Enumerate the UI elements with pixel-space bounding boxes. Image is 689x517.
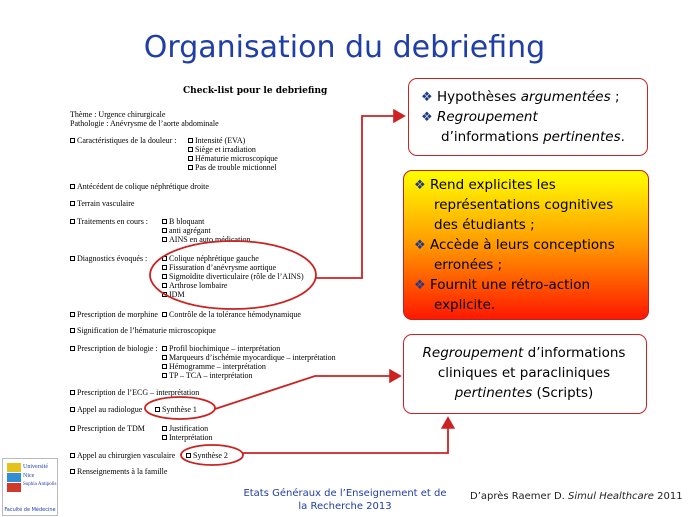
- slide-title: Organisation du debriefing: [143, 30, 546, 65]
- checkbox-icon: [70, 390, 75, 395]
- checklist-item-traitements: Traitements en cours :: [70, 217, 148, 226]
- checkbox-icon: [70, 426, 75, 431]
- checklist-subitem: B bloquant: [162, 217, 204, 226]
- logo-faculty: Faculté de Médecine: [4, 507, 56, 513]
- checklist-theme: Thème : Urgence chirurgicale: [70, 110, 166, 119]
- checklist-subitem: TP – TCA – interprétation: [162, 371, 253, 380]
- checkbox-icon: [162, 256, 167, 261]
- benefit-line: explicite.: [434, 297, 496, 313]
- checkbox-icon: [70, 346, 75, 351]
- checklist-subitem: Pas de trouble mictionnel: [188, 163, 277, 172]
- checkbox-icon: [162, 373, 167, 378]
- checklist-item-radiologue: Appel au radiologue: [70, 405, 142, 414]
- checklist-subitem: Justification: [162, 424, 208, 433]
- checklist-subitem-synthese-2: Synthèse 2: [186, 451, 228, 460]
- checkbox-icon: [155, 407, 160, 412]
- checklist-subitem-synthese-1: Synthèse 1: [155, 405, 197, 414]
- logo-line: Nice: [23, 473, 35, 479]
- checkbox-icon: [70, 201, 75, 206]
- checklist-subitem: Arthrose lombaire: [162, 281, 227, 290]
- checklist-item-famille: Renseignements à la famille: [70, 467, 167, 476]
- checklist-subitem: AINS en auto médication: [162, 235, 251, 244]
- checklist-subitem: Sigmoïdite diverticulaire (rôle de l’AINS): [162, 272, 304, 281]
- diamond-bullet-icon: ❖: [421, 90, 433, 105]
- benefits-box: [403, 170, 649, 320]
- checklist-subitem: anti agrégant: [162, 226, 211, 235]
- checkbox-icon: [162, 219, 167, 224]
- scripts-box: [403, 334, 647, 414]
- checklist-subitem: Fissuration d’anévrysme aortique: [162, 263, 276, 272]
- checkbox-icon: [186, 453, 191, 458]
- checkbox-icon: [162, 237, 167, 242]
- checkbox-icon: [70, 469, 75, 474]
- checkbox-icon: [70, 328, 75, 333]
- university-logo: [2, 458, 58, 516]
- checkbox-icon: [162, 426, 167, 431]
- scripts-line-3: pertinentes (Scripts): [454, 385, 594, 401]
- checklist-title: Check-list pour le debriefing: [183, 86, 328, 96]
- checklist-subitem: Colique néphrétique gauche: [162, 254, 259, 263]
- checklist-item-douleur: Caractéristiques de la douleur :: [70, 136, 177, 145]
- logo-line: Université: [23, 464, 48, 470]
- checkbox-icon: [70, 138, 75, 143]
- checklist-subitem: Marqueurs d’ischémie myocardique – interprétation: [162, 353, 336, 362]
- benefit-line: représentations cognitives: [434, 197, 614, 213]
- checklist-subitem: Profil biochimique – interprétation: [162, 344, 280, 353]
- scripts-line-2: cliniques et paracliniques: [437, 365, 611, 381]
- checkbox-icon: [188, 147, 193, 152]
- checkbox-icon: [162, 265, 167, 270]
- checkbox-icon: [162, 312, 167, 317]
- checklist-subitem: Contrôle de la tolérance hémodynamique: [162, 310, 301, 319]
- checklist-item-chirurgien: Appel au chirurgien vasculaire: [70, 451, 175, 460]
- benefit-line: ❖ Accède à leurs conceptions: [414, 237, 615, 253]
- checklist-item-antecedent: Antécédent de colique néphrétique droite: [70, 182, 209, 191]
- checkbox-icon: [70, 312, 75, 317]
- regroupement-line: ❖ Regroupement: [421, 109, 538, 125]
- benefit-line: des étudiants ;: [434, 217, 535, 233]
- checkbox-icon: [70, 407, 75, 412]
- checklist-subitem: Interprétation: [162, 433, 213, 442]
- checkbox-icon: [162, 228, 167, 233]
- checklist-pathologie: Pathologie : Anévrysme de l’aorte abdominale: [70, 119, 219, 128]
- logo-line: Sophia Antipolis: [23, 482, 57, 487]
- checkbox-icon: [70, 219, 75, 224]
- checkbox-icon: [188, 165, 193, 170]
- checkbox-icon: [162, 274, 167, 279]
- informations-line: d’informations pertinentes.: [441, 129, 625, 145]
- checkbox-icon: [162, 435, 167, 440]
- checkbox-icon: [70, 453, 75, 458]
- checklist-item-ecg: Prescription de l’ECG – interprétation: [70, 388, 199, 397]
- footer-event: Etats Généraux de l’Enseignement et de la Recherche 2013: [243, 488, 447, 512]
- checkbox-icon: [70, 256, 75, 261]
- checklist-item-morphine: Prescription de morphine: [70, 310, 158, 319]
- checklist-subitem: IDM: [162, 290, 185, 299]
- checklist-item-hematurie: Signification de l’hématurie microscopique: [70, 326, 216, 335]
- checklist-item-diagnostics: Diagnostics évoqués :: [70, 254, 147, 263]
- checkbox-icon: [162, 355, 167, 360]
- scripts-line-1: Regroupement d’informations: [422, 345, 626, 361]
- checkbox-icon: [162, 283, 167, 288]
- diamond-bullet-icon: ❖: [414, 278, 426, 293]
- checkbox-icon: [162, 346, 167, 351]
- checkbox-icon: [188, 156, 193, 161]
- hypotheses-line: ❖ Hypothèses argumentées ;: [421, 89, 620, 105]
- benefit-line: ❖ Rend explicites les: [414, 177, 556, 193]
- checkbox-icon: [162, 292, 167, 297]
- benefit-line: erronées ;: [434, 257, 503, 273]
- footer-citation: D’après Raemer D. Simul Healthcare 2011: [470, 491, 683, 502]
- hypotheses-box: [408, 78, 648, 156]
- diamond-bullet-icon: ❖: [414, 238, 426, 253]
- logo-emblem-icon: [7, 463, 21, 493]
- checklist-item-terrain: Terrain vasculaire: [70, 199, 134, 208]
- checklist-subitem: Intensité (EVA): [188, 136, 245, 145]
- checklist-subitem: Siège et irradiation: [188, 145, 256, 154]
- checklist-subitem: Hémogramme – interprétation: [162, 362, 266, 371]
- checkbox-icon: [70, 184, 75, 189]
- checkbox-icon: [188, 138, 193, 143]
- checklist-item-biologie: Prescription de biologie :: [70, 344, 158, 353]
- checkbox-icon: [162, 364, 167, 369]
- diamond-bullet-icon: ❖: [421, 110, 433, 125]
- checklist-item-tdm: Prescription de TDM: [70, 424, 145, 433]
- diamond-bullet-icon: ❖: [414, 178, 426, 193]
- benefit-line: ❖ Fournit une rétro-action: [414, 277, 591, 293]
- checklist-subitem: Hématurie microscopique: [188, 154, 278, 163]
